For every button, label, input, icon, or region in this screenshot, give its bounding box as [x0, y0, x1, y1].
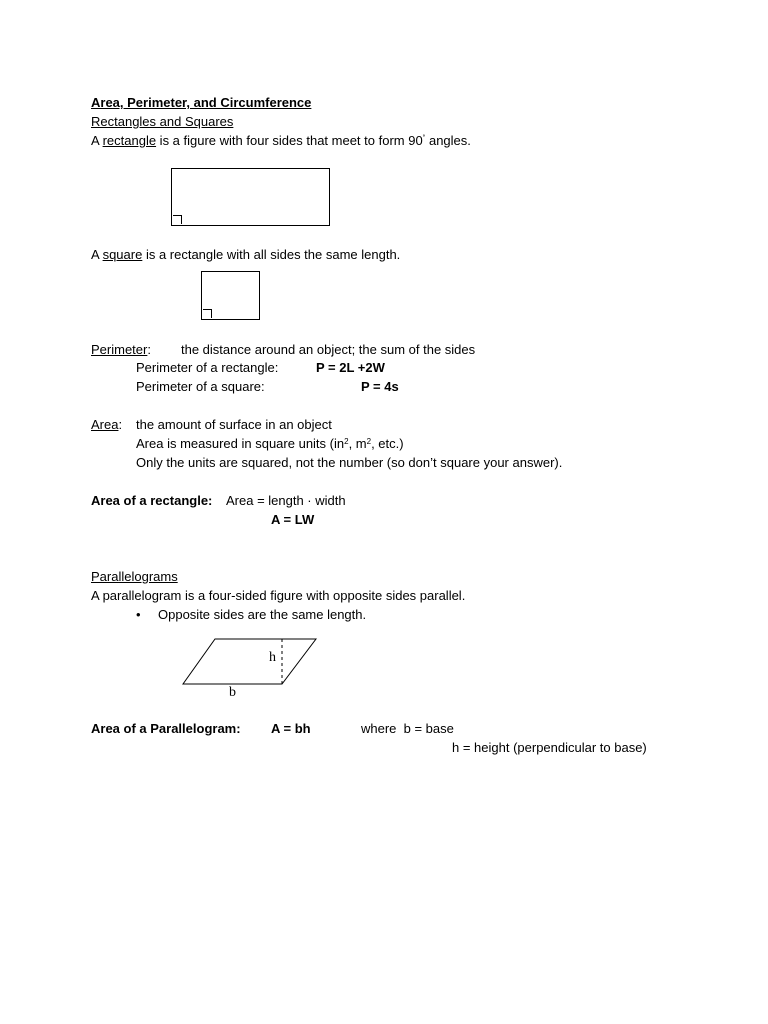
- bullet-item: Opposite sides are the same length.: [158, 607, 367, 622]
- term-square: square: [102, 247, 143, 262]
- parallelogram-diagram: [181, 636, 321, 696]
- square-definition: [91, 247, 400, 263]
- term-area: Area: [91, 417, 119, 432]
- perimeter-rectangle-formula: P = 2L +2W: [316, 360, 385, 375]
- section-heading-rectangles-squares: Rectangles and Squares: [91, 114, 234, 129]
- section-heading-parallelograms: Parallelograms: [91, 569, 178, 584]
- area-units-text: , m: [348, 436, 367, 451]
- where-base: where b = base: [361, 721, 454, 736]
- area-units-text: , etc.): [371, 436, 404, 451]
- parallelogram-area-label: Area of a Parallelogram:: [91, 721, 241, 736]
- superscript: 2: [366, 437, 372, 446]
- area-rectangle-formula: A = LW: [271, 512, 315, 527]
- perimeter-definition: the distance around an object; the sum of the sides: [181, 342, 476, 357]
- parallelogram-area-formula: A = bh: [271, 721, 311, 736]
- square-definition-text: is a rectangle with all sides the same length.: [142, 247, 401, 262]
- term-perimeter: Perimeter: [91, 342, 148, 357]
- rectangle-definition-end: angles.: [425, 133, 471, 148]
- text-a: A: [91, 247, 103, 262]
- rectangle-definition: [91, 133, 471, 149]
- height-label: h: [269, 650, 276, 665]
- degree-symbol: ˚: [422, 134, 426, 143]
- rectangle-definition-text: is a figure with four sides that meet to form 90: [156, 133, 423, 148]
- area-definition: the amount of surface in an object: [136, 417, 332, 432]
- bullet-symbol: •: [136, 607, 141, 622]
- area-units: [136, 436, 404, 452]
- right-angle-marker: [173, 215, 182, 224]
- rectangle-diagram: [171, 168, 330, 226]
- text-a: A: [91, 133, 103, 148]
- superscript: 2: [344, 437, 349, 446]
- area-units-text: Area is measured in square units (in: [136, 436, 345, 451]
- right-angle-marker: [203, 309, 212, 318]
- perimeter-rectangle-label: Perimeter of a rectangle:: [136, 360, 279, 375]
- perimeter-square-formula: P = 4s: [361, 379, 399, 394]
- area-rectangle-formula-words: Area = length · width: [226, 493, 346, 508]
- base-label: b: [229, 685, 236, 700]
- parallelogram-shape: [183, 639, 316, 684]
- area-note: Only the units are squared, not the number (so don’t square your answer).: [136, 455, 563, 470]
- term-rectangle: rectangle: [102, 133, 157, 148]
- square-diagram: [201, 271, 260, 320]
- perimeter-term-line: [91, 342, 151, 358]
- colon: :: [118, 417, 123, 432]
- perimeter-square-label: Perimeter of a square:: [136, 379, 265, 394]
- colon: :: [147, 342, 151, 357]
- area-rectangle-label: Area of a rectangle:: [91, 493, 213, 508]
- parallelogram-definition: A parallelogram is a four-sided figure with opposite sides parallel.: [91, 588, 466, 603]
- area-term-line: [91, 417, 122, 433]
- page-title: Area, Perimeter, and Circumference: [91, 95, 312, 110]
- where-height: h = height (perpendicular to base): [452, 740, 647, 755]
